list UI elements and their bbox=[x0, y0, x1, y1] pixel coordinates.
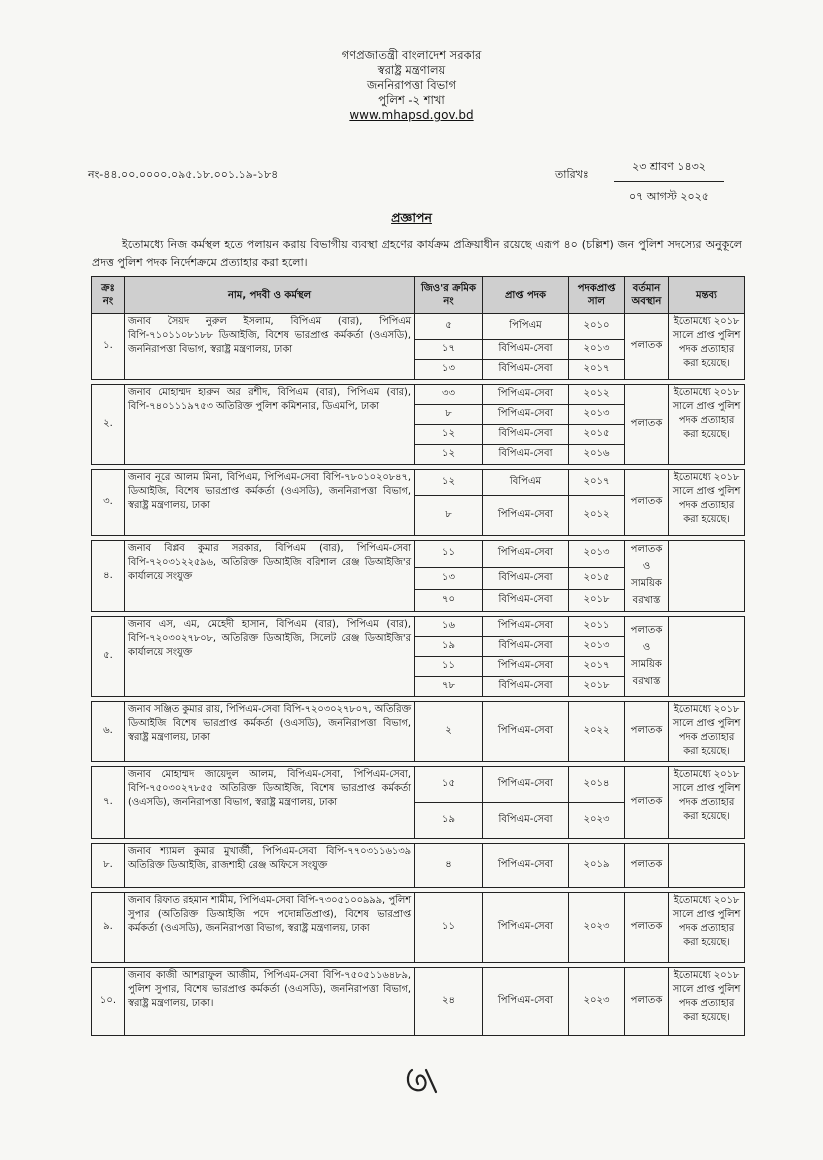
year-cell: ২০১২ bbox=[569, 385, 625, 405]
year-cell: ২০১২ bbox=[569, 496, 625, 536]
table-row bbox=[92, 893, 745, 963]
remark-cell: ইতোমধ্যে ২০১৮ সালে প্রাপ্ত পুলিশ পদক প্রত্যাহার করা হয়েছে। bbox=[669, 470, 745, 536]
name-cell: জনাব রিফাত রহমান শামীম, পিপিএম-সেবা বিপি-৭৩০৫১০০৯৯৯, পুলিশ সুপার (অতিরিক্ত ডিআইজি পদে পদোন্নতিপ্রাপ্ত), বিশেষ ভারপ্রাপ্ত কর্মকর্তা (ওএসডি), জননিরাপত্তা বিভাগ, স্বরাষ্ট্র মন্ত্রণালয়, ঢাকা bbox=[125, 893, 415, 963]
column-header: পদকপ্রাপ্ত সাল bbox=[569, 277, 625, 314]
column-header: জিও'র ক্রমিক নং bbox=[415, 277, 483, 314]
status-cell: পলাতক bbox=[625, 314, 669, 380]
medal-withdrawal-table bbox=[91, 276, 745, 1036]
go-serial-cell: ৪ bbox=[415, 844, 483, 888]
go-serial-cell: ৭০ bbox=[415, 589, 483, 611]
status-cell: পলাতক ও সাময়িক বরখাস্ত bbox=[625, 617, 669, 697]
status-cell: পলাতক bbox=[625, 385, 669, 465]
table-row bbox=[92, 968, 745, 1036]
remark-cell: ইতোমধ্যে ২০১৮ সালে প্রাপ্ত পুলিশ পদক প্রত্যাহার করা হয়েছে। bbox=[669, 702, 745, 762]
page-number-mark bbox=[402, 1062, 442, 1098]
go-serial-cell: ৫ bbox=[415, 314, 483, 340]
medal-cell: পিপিএম-সেবা bbox=[483, 541, 569, 568]
status-cell: পলাতক bbox=[625, 893, 669, 963]
serial-cell: ১. bbox=[92, 314, 125, 380]
go-serial-cell: ১৯ bbox=[415, 637, 483, 657]
year-cell: ২০২৩ bbox=[569, 968, 625, 1036]
status-cell: পলাতক bbox=[625, 968, 669, 1036]
name-cell: জনাব নূরে আলম মিনা, বিপিএম, পিপিএম-সেবা বিপি-৭৮০১০২০৮৪৭, ডিআইজি, বিশেষ ভারপ্রাপ্ত কর্মকর্তা (ওএসডি), জননিরাপত্তা বিভাগ, স্বরাষ্ট্র মন্ত্রণালয়, ঢাকা bbox=[125, 470, 415, 536]
name-cell: জনাব সঞ্জিত কুমার রায়, পিপিএম-সেবা বিপি-৭২০৩০২৭৮০৭, অতিরিক্ত ডিআইজি বিশেষ ভারপ্রাপ্ত কর্মকর্তা (ওএসডি), জননিরাপত্তা বিভাগ, স্বরাষ্ট্র মন্ত্রণালয়, ঢাকা bbox=[125, 702, 415, 762]
status-cell: পলাতক bbox=[625, 767, 669, 839]
government-name: গণপ্রজাতন্ত্রী বাংলাদেশ সরকার bbox=[341, 48, 482, 62]
go-serial-cell: ১৭ bbox=[415, 340, 483, 360]
year-cell: ২০১৮ bbox=[569, 677, 625, 697]
date-label: তারিখঃ bbox=[555, 168, 589, 181]
column-header: নাম, পদবী ও কর্মস্থল bbox=[125, 277, 415, 314]
name-cell: জনাব মোহাম্মদ জায়েদুল আলম, বিপিএম-সেবা, পিপিএম-সেবা, বিপি-৭৫০৩০২৭৮৫৫ অতিরিক্ত ডিআইজি, বিশেষ ভারপ্রাপ্ত কর্মকর্তা (ওএসডি), জননিরাপত্তা বিভাগ, স্বরাষ্ট্র মন্ত্রণালয়, ঢাকা bbox=[125, 767, 415, 839]
medal-cell: বিপিএম-সেবা bbox=[483, 425, 569, 445]
ministry-name: স্বরাষ্ট্র মন্ত্রণালয় bbox=[377, 63, 446, 77]
name-cell: জনাব কাজী আশরাফুল আজীম, পিপিএম-সেবা বিপি-৭৫০৫১১৬৪৮৯, পুলিশ সুপার, বিশেষ ভারপ্রাপ্ত কর্মকর্তা (ওএসডি), জননিরাপত্তা বিভাগ, স্বরাষ্ট্র মন্ত্রণালয়, ঢাকা। bbox=[125, 968, 415, 1036]
medal-cell: পিপিএম-সেবা bbox=[483, 968, 569, 1036]
status-cell: পলাতক ও সাময়িক বরখাস্ত bbox=[625, 541, 669, 612]
go-serial-cell: ১২ bbox=[415, 425, 483, 445]
medal-cell: বিপিএম bbox=[483, 470, 569, 496]
serial-cell: ৬. bbox=[92, 702, 125, 762]
go-serial-cell: ১৩ bbox=[415, 360, 483, 380]
medal-cell: পিপিএম-সেবা bbox=[483, 767, 569, 803]
date-bangla: ২৩ শ্রাবণ ১৪৩২ bbox=[614, 158, 724, 182]
remark-cell: ইতোমধ্যে ২০১৮ সালে প্রাপ্ত পুলিশ পদক প্রত্যাহার করা হয়েছে। bbox=[669, 767, 745, 839]
name-cell: জনাব মোহাম্মদ হারুন অর রশীদ, বিপিএম (বার), পিপিএম (বার), বিপি-৭৪০১১১৯৭৫৩ অতিরিক্ত পুলিশ কমিশনার, ডিএমপি, ঢাকা bbox=[125, 385, 415, 465]
status-cell: পলাতক bbox=[625, 844, 669, 888]
status-cell: পলাতক bbox=[625, 470, 669, 536]
date-block bbox=[614, 158, 724, 207]
remark-cell bbox=[669, 541, 745, 612]
go-serial-cell: ৮ bbox=[415, 496, 483, 536]
medal-cell: পিপিএম-সেবা bbox=[483, 844, 569, 888]
year-cell: ২০১৭ bbox=[569, 360, 625, 380]
remark-cell: ইতোমধ্যে ২০১৮ সালে প্রাপ্ত পুলিশ পদক প্রত্যাহার করা হয়েছে। bbox=[669, 893, 745, 963]
table-body bbox=[92, 314, 745, 1036]
date-english: ০৭ আগস্ট ২০২৫ bbox=[629, 190, 709, 203]
medal-cell: পিপিএম-সেবা bbox=[483, 657, 569, 677]
name-cell: জনাব সৈয়দ নুরুল ইসলাম, বিপিএম (বার), পিপিএম বিপি-৭১০১১০৮১৮৮ ডিআইজি, বিশেষ ভারপ্রাপ্ত কর্মকর্তা (ওএসডি), জননিরাপত্তা বিভাগ, স্বরাষ্ট্র মন্ত্রণালয়, ঢাকা bbox=[125, 314, 415, 380]
go-serial-cell: ১৫ bbox=[415, 767, 483, 803]
letterhead bbox=[0, 48, 823, 123]
notice-title: প্রজ্ঞাপন bbox=[391, 210, 432, 225]
remark-cell bbox=[669, 844, 745, 888]
name-cell: জনাব এস, এম, মেহেদী হাসান, বিপিএম (বার), পিপিএম (বার), বিপি-৭২০৩০২৭৮০৮, অতিরিক্ত ডিআইজি, সিলেট রেঞ্জ ডিআইজি'র কার্যালয়ে সংযুক্ত bbox=[125, 617, 415, 697]
table-row bbox=[92, 767, 745, 803]
year-cell: ২০১১ bbox=[569, 617, 625, 637]
medal-cell: পিপিএম-সেবা bbox=[483, 496, 569, 536]
go-serial-cell: ৩৩ bbox=[415, 385, 483, 405]
year-cell: ২০১৯ bbox=[569, 844, 625, 888]
table-row bbox=[92, 385, 745, 405]
year-cell: ২০১৪ bbox=[569, 767, 625, 803]
medal-cell: পিপিএম-সেবা bbox=[483, 617, 569, 637]
column-header: ক্রঃ নং bbox=[92, 277, 125, 314]
name-cell: জনাব বিপ্লব কুমার সরকার, বিপিএম (বার), পিপিএম-সেবা বিপি-৭২০৩১২২৫৯৬, অতিরিক্ত ডিআইজি বরিশাল রেঞ্জ ডিআইজি'র কার্যালয়ে সংযুক্ত bbox=[125, 541, 415, 612]
remark-cell bbox=[669, 617, 745, 697]
year-cell: ২০১৩ bbox=[569, 405, 625, 425]
medal-cell: পিপিএম bbox=[483, 314, 569, 340]
go-serial-cell: ১২ bbox=[415, 445, 483, 465]
status-cell: পলাতক bbox=[625, 702, 669, 762]
medal-cell: বিপিএম-সেবা bbox=[483, 589, 569, 611]
year-cell: ২০১৮ bbox=[569, 589, 625, 611]
intro-paragraph: ইতোমধ্যে নিজ কর্মস্থল হতে পলায়ন করায় বিভাগীয় ব্যবস্থা গ্রহণের কার্যক্রম প্রক্রিয়াধীন রয়েছে এরূপ ৪০ (চল্লিশ) জন পুলিশ সদস্যের অনুকূলে প্রদত্ত পুলিশ পদক নির্দেশক্রমে প্রত্যাহার করা হলো। bbox=[92, 238, 742, 269]
serial-cell: ৫. bbox=[92, 617, 125, 697]
remark-cell: ইতোমধ্যে ২০১৮ সালে প্রাপ্ত পুলিশ পদক প্রত্যাহার করা হয়েছে। bbox=[669, 968, 745, 1036]
go-serial-cell: ১২ bbox=[415, 470, 483, 496]
serial-cell: ৮. bbox=[92, 844, 125, 888]
serial-cell: ৭. bbox=[92, 767, 125, 839]
name-cell: জনাব শ্যামল কুমার মুখার্জী, পিপিএম-সেবা বিপি-৭৭০৩১১৬১৩৯ অতিরিক্ত ডিআইজি, রাজশাহী রেঞ্জ অফিসে সংযুক্ত bbox=[125, 844, 415, 888]
year-cell: ২০১৫ bbox=[569, 567, 625, 589]
column-header: বর্তমান অবস্থান bbox=[625, 277, 669, 314]
column-header: প্রাপ্ত পদক bbox=[483, 277, 569, 314]
serial-cell: ৯. bbox=[92, 893, 125, 963]
table-row bbox=[92, 702, 745, 762]
year-cell: ২০২২ bbox=[569, 702, 625, 762]
medal-cell: বিপিএম-সেবা bbox=[483, 677, 569, 697]
serial-cell: ২. bbox=[92, 385, 125, 465]
go-serial-cell: ১১ bbox=[415, 657, 483, 677]
table-header-row bbox=[92, 277, 745, 314]
branch-name: পুলিশ -২ শাখা bbox=[378, 93, 445, 107]
remark-cell: ইতোমধ্যে ২০১৮ সালে প্রাপ্ত পুলিশ পদক প্রত্যাহার করা হয়েছে। bbox=[669, 385, 745, 465]
table-row bbox=[92, 314, 745, 340]
website-link[interactable]: www.mhapsd.gov.bd bbox=[349, 108, 474, 122]
year-cell: ২০১৩ bbox=[569, 340, 625, 360]
table-row bbox=[92, 617, 745, 637]
go-serial-cell: ২৪ bbox=[415, 968, 483, 1036]
year-cell: ২০২৩ bbox=[569, 893, 625, 963]
medal-cell: বিপিএম-সেবা bbox=[483, 637, 569, 657]
medal-cell: বিপিএম-সেবা bbox=[483, 567, 569, 589]
serial-cell: ৪. bbox=[92, 541, 125, 612]
go-serial-cell: ১৩ bbox=[415, 567, 483, 589]
year-cell: ২০১৩ bbox=[569, 637, 625, 657]
year-cell: ২০১০ bbox=[569, 314, 625, 340]
year-cell: ২০১৫ bbox=[569, 425, 625, 445]
medal-cell: পিপিএম-সেবা bbox=[483, 405, 569, 425]
column-header: মন্তব্য bbox=[669, 277, 745, 314]
year-cell: ২০১৬ bbox=[569, 445, 625, 465]
medal-cell: পিপিএম-সেবা bbox=[483, 893, 569, 963]
remark-cell: ইতোমধ্যে ২০১৮ সালে প্রাপ্ত পুলিশ পদক প্রত্যাহার করা হয়েছে। bbox=[669, 314, 745, 380]
medal-cell: পিপিএম-সেবা bbox=[483, 385, 569, 405]
go-serial-cell: ১১ bbox=[415, 541, 483, 568]
go-serial-cell: ৮ bbox=[415, 405, 483, 425]
go-serial-cell: ১৬ bbox=[415, 617, 483, 637]
year-cell: ২০১৭ bbox=[569, 657, 625, 677]
year-cell: ২০২৩ bbox=[569, 803, 625, 839]
go-serial-cell: ১১ bbox=[415, 893, 483, 963]
table-row bbox=[92, 470, 745, 496]
medal-cell: বিপিএম-সেবা bbox=[483, 803, 569, 839]
medal-cell: বিপিএম-সেবা bbox=[483, 445, 569, 465]
medal-cell: বিপিএম-সেবা bbox=[483, 340, 569, 360]
table-row bbox=[92, 844, 745, 888]
medal-cell: বিপিএম-সেবা bbox=[483, 360, 569, 380]
go-serial-cell: ৭৮ bbox=[415, 677, 483, 697]
year-cell: ২০১৭ bbox=[569, 470, 625, 496]
serial-cell: ৩. bbox=[92, 470, 125, 536]
memo-number: নং-৪৪.০০.০০০০.০৯৫.১৮.০০১.১৯-১৮৪ bbox=[88, 168, 279, 181]
go-serial-cell: ১৯ bbox=[415, 803, 483, 839]
go-serial-cell: ২ bbox=[415, 702, 483, 762]
medal-cell: পিপিএম-সেবা bbox=[483, 702, 569, 762]
serial-cell: ১০. bbox=[92, 968, 125, 1036]
year-cell: ২০১৩ bbox=[569, 541, 625, 568]
division-name: জননিরাপত্তা বিভাগ bbox=[366, 78, 457, 92]
table-row bbox=[92, 541, 745, 568]
